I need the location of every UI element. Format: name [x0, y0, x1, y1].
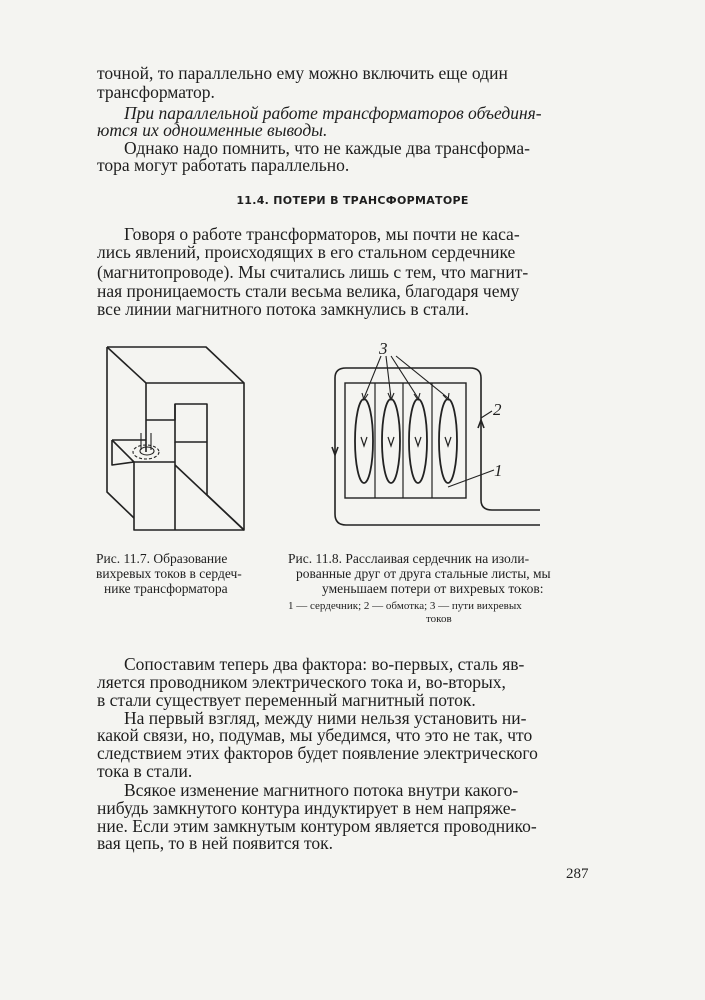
caption-line: Рис. 11.7. Образование	[96, 551, 228, 566]
text-line: точной, то параллельно ему можно включить еще один	[97, 63, 508, 83]
label-winding: 2	[493, 400, 502, 419]
text-line: ние. Если этим замкнутым контуром является проводнико-	[97, 816, 537, 836]
page-number: 287	[566, 866, 589, 882]
text-line: При параллельной работе трансформаторов объединя-	[124, 103, 542, 123]
text-line: тора могут работать параллельно.	[97, 155, 350, 175]
text-line: вая цепь, то в ней появится ток.	[97, 833, 334, 853]
text-line: все линии магнитного потока замкнулись в стали.	[97, 299, 470, 319]
label-eddy-paths: 3	[379, 339, 388, 358]
c-core-figure	[107, 347, 244, 530]
text-line: какой связи, но, подумав, мы убедимся, что это не так, что	[97, 725, 533, 745]
caption-line: уменьшаем потери от вихревых токов:	[322, 581, 544, 596]
text-line: трансформатор.	[97, 82, 215, 102]
text-line: нибудь замкнутого контура индуктирует в нем напряже-	[97, 798, 517, 818]
legend-line: 1 — сердечник; 2 — обмотка; 3 — пути вихревых	[288, 600, 522, 612]
caption-line: нике трансформатора	[104, 581, 228, 596]
label-core: 1	[494, 461, 503, 480]
text-line: Однако надо помнить, что не каждые два трансформа-	[124, 138, 530, 158]
text-line: Сопоставим теперь два фактора: во-первых, сталь яв-	[124, 654, 525, 674]
text-line: ются их одноименные выводы.	[97, 120, 328, 140]
text-line: (магнитопроводе). Мы считались лишь с тем, что магнит-	[97, 262, 529, 282]
text-line: следствием этих факторов будет появление электрического	[97, 743, 538, 763]
text-line: в стали существует переменный магнитный поток.	[97, 690, 476, 710]
legend-line: токов	[426, 613, 452, 625]
caption-line: вихревых токов в сердеч-	[96, 566, 242, 581]
caption-line: Рис. 11.8. Расслаивая сердечник на изоли-	[288, 551, 530, 566]
text-line: лись явлений, происходящих в его стальном сердечнике	[97, 242, 516, 262]
text-line: ная проницаемость стали весьма велика, благодаря чему	[97, 281, 520, 301]
text-line: Всякое изменение магнитного потока внутри какого-	[124, 780, 519, 800]
section-heading: 11.4. ПОТЕРИ В ТРАНСФОРМАТОРЕ	[236, 194, 469, 207]
caption-line: рованные друг от друга стальные листы, мы	[296, 566, 551, 581]
text-line: ляется проводником электрического тока и, во-вторых,	[97, 672, 506, 692]
laminated-core-figure	[332, 356, 540, 525]
text-line: тока в стали.	[97, 761, 193, 781]
text-line: Говоря о работе трансформаторов, мы почти не каса-	[124, 224, 520, 244]
text-line: На первый взгляд, между ними нельзя установить ни-	[124, 708, 527, 728]
